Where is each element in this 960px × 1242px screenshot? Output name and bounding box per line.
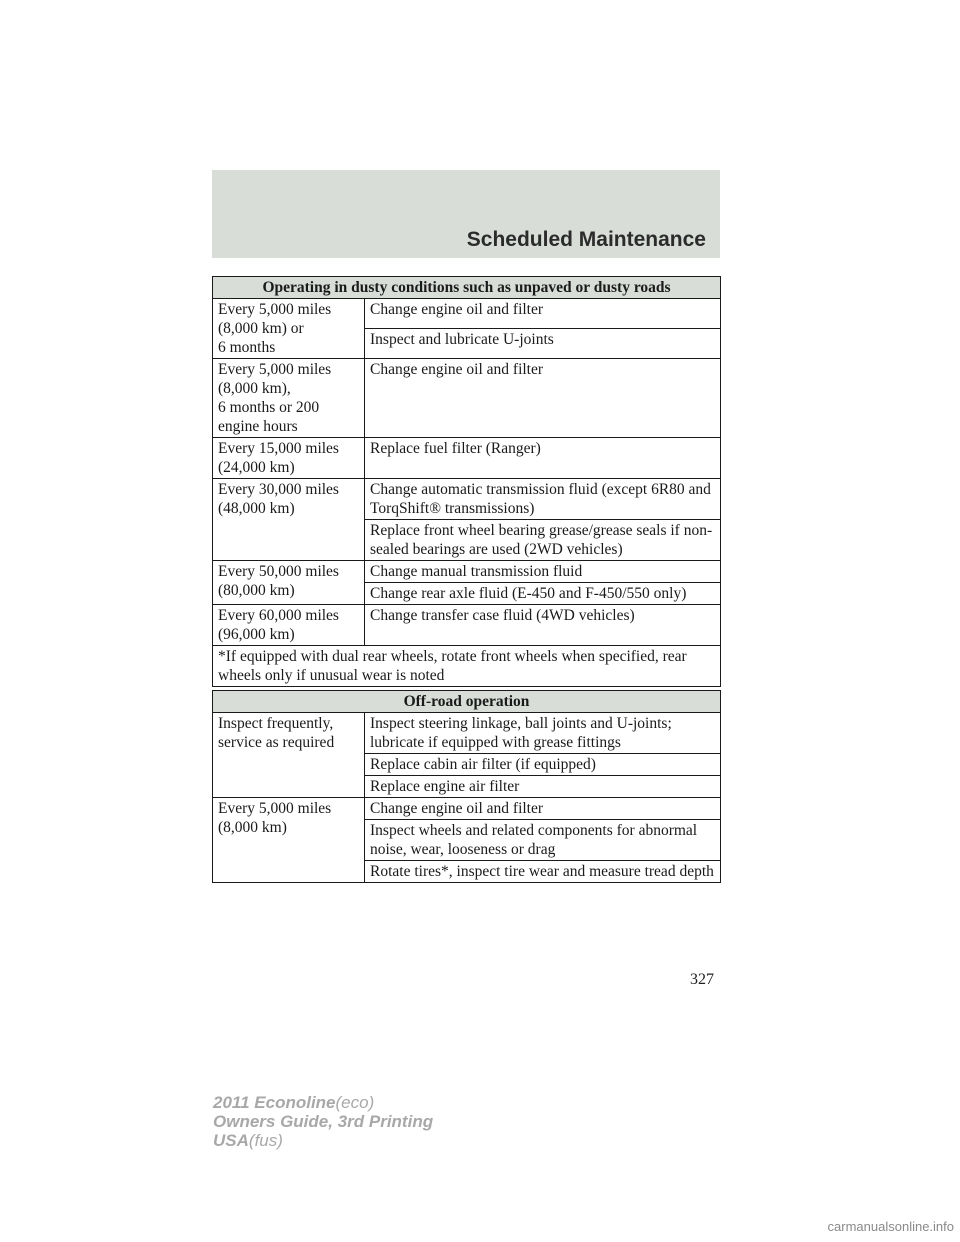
interval-cell: Inspect frequently, service as required	[213, 713, 365, 798]
document-footer	[213, 1093, 433, 1150]
task-cell: Inspect wheels and related components for abnormal noise, wear, looseness or drag	[365, 820, 721, 861]
footer-model: 2011 Econoline	[213, 1093, 336, 1112]
table-row	[213, 299, 721, 329]
task-cell: Replace engine air filter	[365, 776, 721, 798]
table-heading: Off-road operation	[213, 691, 721, 713]
task-cell: Inspect steering linkage, ball joints and U-joints; lubricate if equipped with grease fittings	[365, 713, 721, 754]
footer-model-code: (eco)	[335, 1093, 375, 1112]
table-heading: Operating in dusty conditions such as unpaved or dusty roads	[213, 277, 721, 299]
table-body	[213, 299, 721, 646]
task-cell: Change rear axle fluid (E-450 and F-450/550 only)	[365, 583, 721, 605]
task-cell: Replace fuel filter (Ranger)	[365, 438, 721, 479]
task-cell: Rotate tires*, inspect tire wear and measure tread depth	[365, 861, 721, 883]
table-row	[213, 605, 721, 646]
dusty-conditions-table	[212, 276, 721, 687]
interval-cell: Every 50,000 miles (80,000 km)	[213, 561, 365, 605]
task-cell: Change manual transmission fluid	[365, 561, 721, 583]
footer-market-code: (fus)	[248, 1131, 283, 1150]
section-title: Scheduled Maintenance	[466, 228, 706, 251]
page-number: 327	[690, 971, 714, 988]
interval-cell: Every 5,000 miles (8,000 km), 6 months or 200 engine hours	[213, 359, 365, 438]
task-cell: Replace front wheel bearing grease/grease seals if non-sealed bearings are used (2WD vehicles)	[365, 520, 721, 561]
table-row	[213, 438, 721, 479]
task-cell: Inspect and lubricate U-joints	[365, 329, 721, 359]
table-row	[213, 561, 721, 583]
footer-line-2: Owners Guide, 3rd Printing	[213, 1112, 434, 1131]
table-row	[213, 798, 721, 820]
interval-cell: Every 15,000 miles (24,000 km)	[213, 438, 365, 479]
table-footnote: *If equipped with dual rear wheels, rotate front wheels when specified, rear wheels only if unusual wear is noted	[213, 646, 721, 687]
table-row	[213, 359, 721, 438]
footer-market: USA	[213, 1131, 249, 1150]
table-row	[213, 713, 721, 754]
interval-cell: Every 5,000 miles (8,000 km) or 6 months	[213, 299, 365, 359]
task-cell: Change engine oil and filter	[365, 798, 721, 820]
section-header	[212, 170, 720, 258]
off-road-table	[212, 690, 721, 883]
interval-cell: Every 5,000 miles (8,000 km)	[213, 798, 365, 883]
interval-cell: Every 30,000 miles (48,000 km)	[213, 479, 365, 561]
footer-line-1	[213, 1093, 433, 1112]
task-cell: Change transfer case fluid (4WD vehicles)	[365, 605, 721, 646]
table-body	[213, 713, 721, 883]
task-cell: Change engine oil and filter	[365, 359, 721, 438]
interval-cell: Every 60,000 miles (96,000 km)	[213, 605, 365, 646]
task-cell: Change automatic transmission fluid (except 6R80 and TorqShift® transmissions)	[365, 479, 721, 520]
watermark: carmanualsonline.info	[827, 1219, 954, 1234]
table-row	[213, 479, 721, 520]
task-cell: Replace cabin air filter (if equipped)	[365, 754, 721, 776]
task-cell: Change engine oil and filter	[365, 299, 721, 329]
footer-line-3	[213, 1131, 433, 1150]
